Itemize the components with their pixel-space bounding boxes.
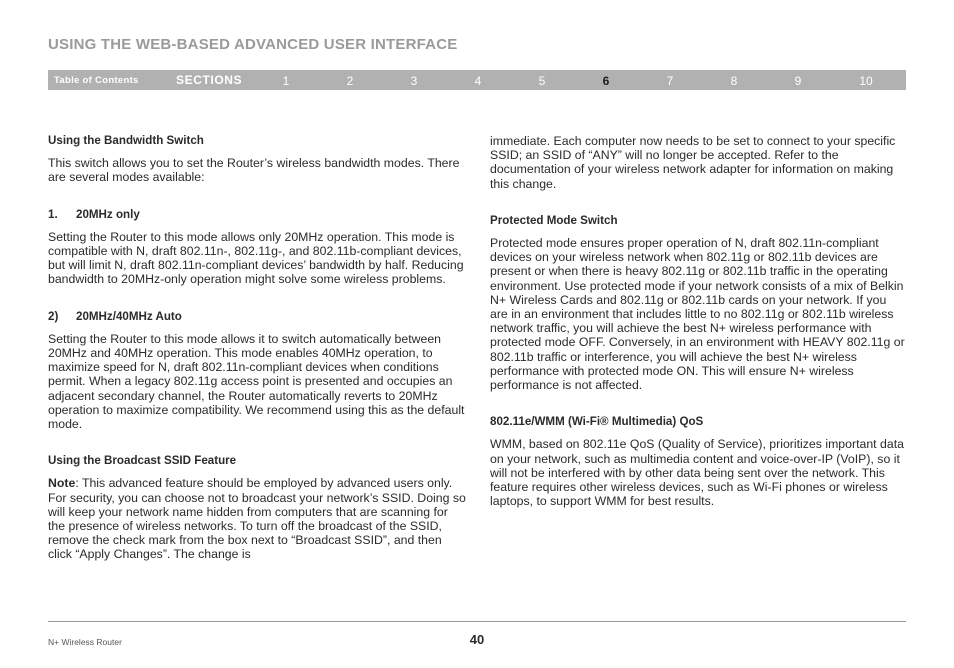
mode-2-body: Setting the Router to this mode allows it to switch automatically between 20MHz and 40MHz operation. This mode enables 40MHz operation, to maximize speed for N, draft 802.11n-compliant devices when conditions permit. When a legacy 802.11g access point is presented and occupies an adjacent secondary channel, the Router automatically reverts to 20MHz operation to maximize compatibility. We recommend using this as the default mode. <box>48 331 465 432</box>
bandwidth-intro: This switch allows you to set the Router’s wireless bandwidth modes. There are several modes available: <box>48 156 460 185</box>
section-nav-bar <box>48 70 906 90</box>
section-link-1[interactable]: 1 <box>282 74 290 88</box>
mode-1-number: 1. <box>48 207 58 221</box>
note-label: Note <box>48 476 76 491</box>
left-column <box>48 134 466 562</box>
section-link-6[interactable]: 6 <box>602 74 610 88</box>
mode-1-heading <box>48 208 466 222</box>
broadcast-ssid-note <box>48 476 466 561</box>
protected-mode-heading: Protected Mode Switch <box>490 213 618 227</box>
wmm-qos-body: WMM, based on 802.11e QoS (Quality of Service), prioritizes important data on your network, such as multimedia content and voice-over-IP (VoIP), so it will not be interfered with by other data being sent over the network. This feature requires other wireless devices, such as Wi-Fi phones or wireless laptops, to support WMM for best results. <box>490 437 904 509</box>
sections-label: SECTIONS <box>176 73 243 87</box>
right-column <box>490 134 906 508</box>
broadcast-ssid-heading: Using the Broadcast SSID Feature <box>48 454 237 468</box>
broadcast-ssid-continued: immediate. Each computer now needs to be set to connect to your specific SSID; an SSID of “ANY” will no longer be accepted. Refer to the documentation of your wireless network adapter for information on making this change. <box>490 134 896 191</box>
section-link-10[interactable]: 10 <box>859 74 873 88</box>
mode-2-title: 20MHz/40MHz Auto <box>76 309 182 323</box>
table-of-contents-link[interactable]: Table of Contents <box>54 75 139 86</box>
page-number: 40 <box>469 632 485 647</box>
section-link-7[interactable]: 7 <box>666 74 674 88</box>
page-title: USING THE WEB-BASED ADVANCED USER INTERFACE <box>48 36 458 53</box>
mode-2-number: 2) <box>48 309 59 323</box>
section-link-4[interactable]: 4 <box>474 74 482 88</box>
section-link-3[interactable]: 3 <box>410 74 418 88</box>
mode-1-title: 20MHz only <box>76 207 140 221</box>
section-link-8[interactable]: 8 <box>730 74 738 88</box>
footer-divider <box>48 621 906 622</box>
mode-1-body: Setting the Router to this mode allows only 20MHz operation. This mode is compatible with N, draft 802.11n-, 802.11g-, and 802.11b-compliant devices, but will limit N, draft 802.11n-compliant devices’ bandwidth by half. Reducing bandwidth to 20MHz-only operation might solve some wireless problems. <box>48 229 464 287</box>
bandwidth-switch-heading: Using the Bandwidth Switch <box>48 134 204 147</box>
protected-mode-body: Protected mode ensures proper operation of N, draft 802.11n-compliant devices on your wireless network when 802.11g or 802.11b devices are present or when there is heavy 802.11g or 802.11b traffic in the operating environment. Use protected mode if your network consists of a mix of Belkin N+ Wireless Cards and 802.11g or 802.11b cards on your network. If you are in an environment that includes little to no 802.11g or 802.11b wireless network traffic, you will achieve the best N+ wireless performance with protected mode OFF. Conversely, in an environment with HEAVY 802.11g or 802.11b traffic or interference, you will achieve the best N+ wireless performance with protected mode ON. This will ensure N+ wireless performance is not affected. <box>490 236 905 393</box>
section-link-5[interactable]: 5 <box>538 74 546 88</box>
mode-2-heading <box>48 310 466 324</box>
note-body: : This advanced feature should be employed by advanced users only. For security, you can choose not to broadcast your network’s SSID. Doing so will keep your network name hidden from computers that are scanning for the presence of wireless networks. To turn off the broadcast of the SSID, remove the check mark from the box next to “Broadcast SSID”, and then click “Apply Changes”. The change is <box>48 476 466 562</box>
section-link-2[interactable]: 2 <box>346 74 354 88</box>
wmm-qos-heading: 802.11e/WMM (Wi-Fi® Multimedia) QoS <box>490 415 704 429</box>
footer-product-name: N+ Wireless Router <box>48 637 122 647</box>
section-link-9[interactable]: 9 <box>794 74 802 88</box>
